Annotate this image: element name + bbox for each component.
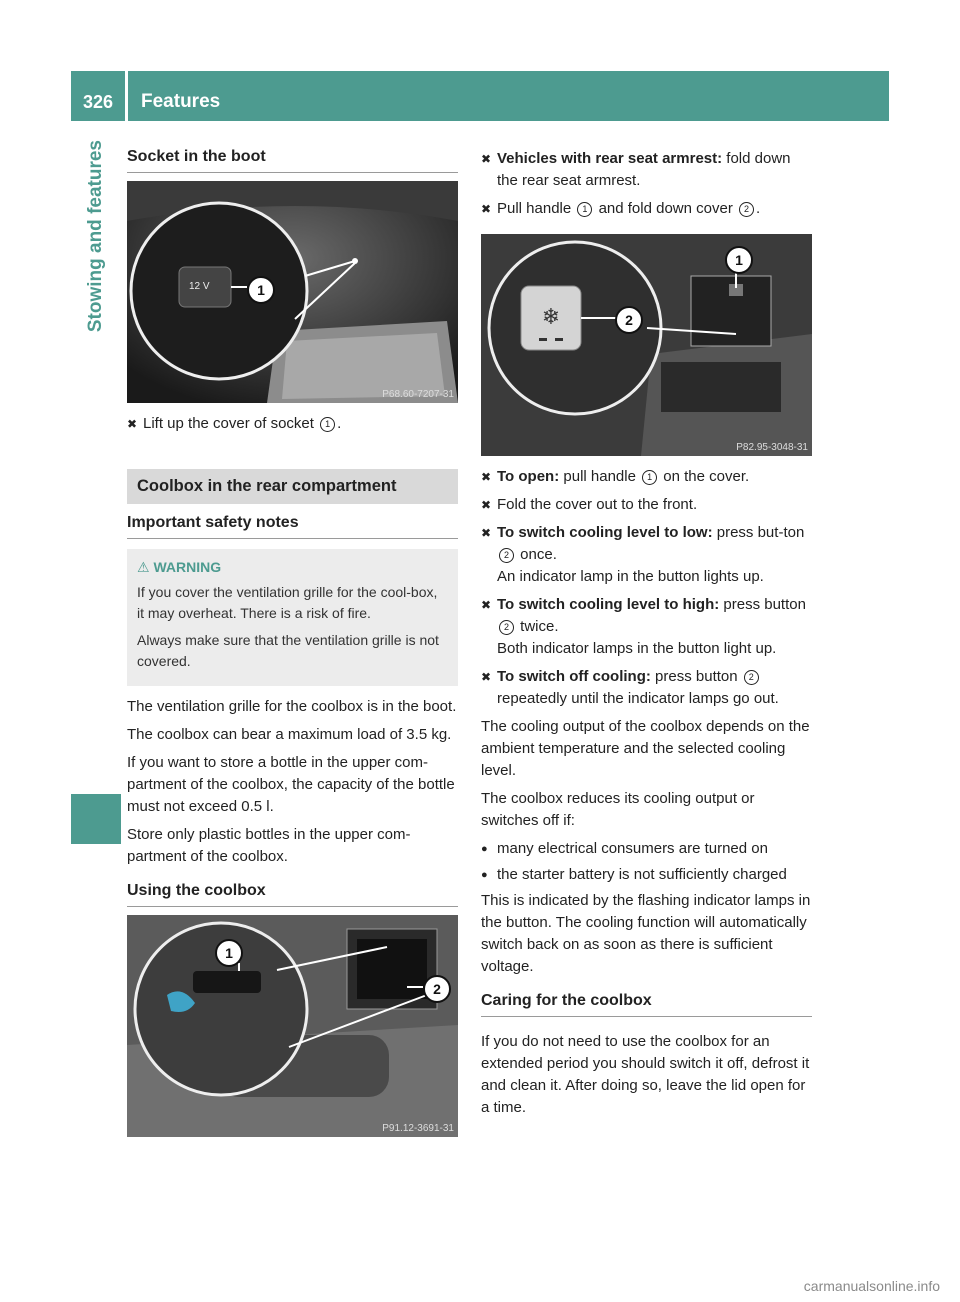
ref-number: 1 [577,202,592,217]
paragraph-indicated: This is indicated by the flashing indicator lamps in the button. The cooling function will automatically switch back on as soon as there is sufficient voltage. [481,892,811,975]
coolbox-heading: Coolbox in the rear compartment [127,469,458,504]
socket-instruction: ✖ Lift up the cover of socket 1 . [127,413,458,435]
instruction-high: ✖ To switch cooling level to high: press button 2 twice. Both indicator lamps in the button light up. [481,596,806,657]
ref-number: 2 [744,670,759,685]
callout-2: 2 [615,306,643,334]
socket-12v-label: 12 V [189,281,210,292]
bullet-icon: ● [481,843,488,855]
paragraph-cooling-output: The cooling output of the coolbox depends on the ambient temperature and the selected cooling level. [481,718,810,779]
instruction-off: ✖ To switch off cooling: press button 2 repeatedly until the indicator lamps go out. [481,668,779,707]
caring-heading: Caring for the coolbox [481,992,812,1017]
using-heading: Using the coolbox [127,882,458,907]
button-image-code: P82.95-3048-31 [736,442,808,453]
arrow-icon: ✖ [481,202,492,216]
bullet-item: ● the starter battery is not sufficiently charged [481,864,812,886]
callout-2: 2 [423,975,451,1003]
ref-number: 2 [499,548,514,563]
callout-1: 1 [247,276,275,304]
arrow-icon: ✖ [481,470,492,484]
instruction-low: ✖ To switch cooling level to low: press but-ton 2 once. An indicator lamp in the button lights up. [481,524,805,585]
socket-photo-illustration [127,181,458,403]
paragraph: The ventilation grille for the coolbox is in the boot. [127,698,457,715]
warning-text-2: Always make sure that the ventilation grille is not covered. [137,632,439,669]
arrow-icon: ✖ [127,417,138,431]
instruction-open: ✖ To open: pull handle 1 on the cover. [481,466,812,488]
bullet-icon: ● [481,869,488,881]
instruction-pull-handle: ✖ Pull handle 1 and fold down cover 2 . [481,198,812,220]
socket-heading: Socket in the boot [127,148,458,173]
bullet-item: ● many electrical consumers are turned on [481,838,812,860]
socket-image-code: P68.60-7207-31 [382,389,454,400]
arrow-icon: ✖ [481,152,492,166]
paragraph: If you want to store a bottle in the upper com-partment of the coolbox, the capacity of the bottle must not exceed 0.5 l. [127,754,455,815]
side-chapter-label: Stowing and features [85,140,106,333]
chapter-title: Features [141,91,221,112]
arrow-icon: ✖ [481,598,492,612]
button-photo [481,234,812,456]
left-column [127,148,458,1147]
callout-1: 1 [215,939,243,967]
paragraph: The coolbox can bear a maximum load of 3.5 kg. [127,726,452,743]
using-image-code: P91.12-3691-31 [382,1123,454,1134]
warning-title: ⚠ WARNING [137,559,222,575]
ref-number: 2 [739,202,754,217]
right-column [481,148,812,1125]
socket-photo [127,181,458,403]
warning-text-1: If you cover the ventilation grille for the cool-box, it may overheat. There is a risk of fire. [137,584,438,621]
arrow-icon: ✖ [481,498,492,512]
callout-1: 1 [725,246,753,274]
warning-box [127,549,458,686]
page-number: 326 [82,92,114,112]
ref-number: 1 [642,470,657,485]
button-photo-illustration [481,234,812,456]
svg-text:❄: ❄ [541,305,561,330]
footer-watermark: carmanualsonline.info [803,1278,940,1294]
ref-number: 1 [320,417,335,432]
side-marker-block [71,794,121,844]
paragraph: Store only plastic bottles in the upper com-partment of the coolbox. [127,826,411,865]
instruction-fold: ✖ Fold the cover out to the front. [481,494,812,516]
header-divider [125,71,128,121]
coolbox-photo [127,915,458,1137]
arrow-icon: ✖ [481,670,492,684]
safety-heading: Important safety notes [127,514,458,539]
coolbox-photo-illustration [127,915,458,1137]
ref-number: 2 [499,620,514,635]
warning-triangle-icon: ⚠ [137,559,150,575]
instruction-armrest: ✖ Vehicles with rear seat armrest: fold down the rear seat armrest. [481,150,791,189]
paragraph-caring: If you do not need to use the coolbox for an extended period you should switch it off, defrost it and clean it. After doing so, leave the lid open for a time. [481,1033,810,1116]
arrow-icon: ✖ [481,526,492,540]
paragraph-reduce: The coolbox reduces its cooling output or switches off if: [481,790,755,829]
